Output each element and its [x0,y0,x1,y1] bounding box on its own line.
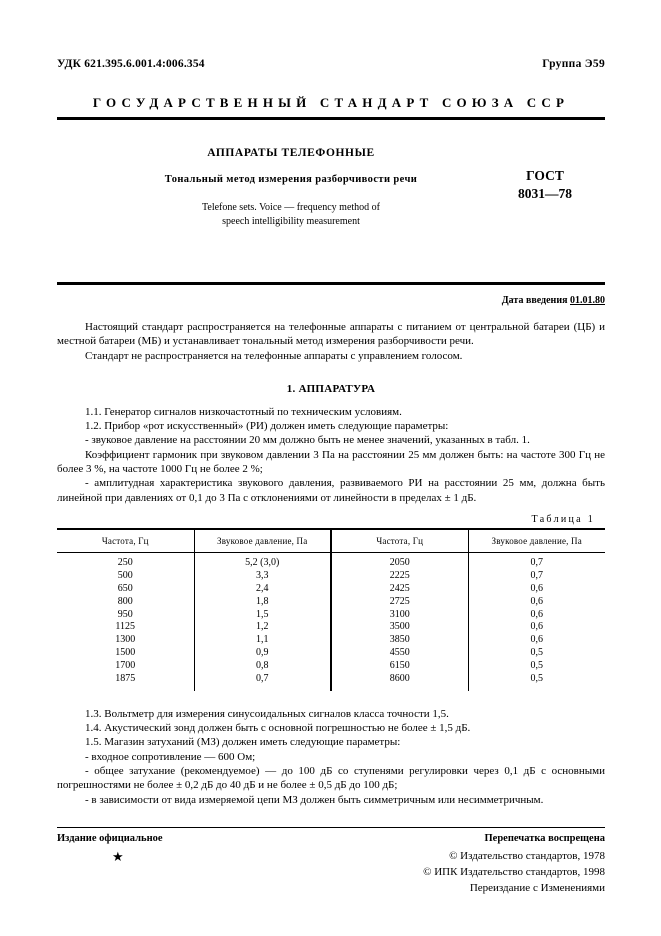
cell-pressure-1: 2,4 [194,583,331,596]
english-line-1: Telefone sets. Voice — frequency method of [201,202,381,213]
gost-number: 8031—78 [518,186,572,202]
sound-pressure-table [57,528,605,691]
cell-pressure-1: 1,2 [194,621,331,634]
cell-pressure-1: 1,5 [194,609,331,622]
title-block [57,147,605,247]
table-row [57,552,605,569]
clause-1-5-c: - в зависимости от вида измеряемой цепи МЗ должен быть симметричным или несимметричным. [85,793,544,806]
table-row [57,583,605,596]
cell-pressure-1: 0,9 [194,647,331,660]
col-header-frequency-2: Частота, Гц [331,529,468,553]
clause-1-2: 1.2. Прибор «рот искусственный» (РИ) должен иметь следующие параметры: [85,420,449,433]
cell-pressure-2: 0,7 [468,570,605,583]
table-caption: Таблица 1 [531,513,595,525]
footer-row [57,833,605,844]
cell-pressure-2: 0,6 [468,634,605,647]
cell-frequency-2: 3850 [331,634,468,647]
udk-code: УДК 621.395.6.001.4:006.354 [57,58,205,70]
cell-frequency-1: 1875 [115,672,136,684]
cell-frequency-1: 650 [117,582,133,594]
table-row [57,570,605,583]
cell-pressure-2: 0,6 [468,596,605,609]
cell-frequency-2: 3100 [331,609,468,622]
col-header-frequency-1: Частота, Гц [57,529,194,553]
cell-pressure-1: 0,8 [194,660,331,673]
cell-frequency-2: 2725 [331,596,468,609]
page-content [57,0,605,897]
cell-frequency-2: 6150 [331,660,468,673]
cell-frequency-1: 250 [117,556,133,568]
col-header-pressure-1: Звуковое давление, Па [194,529,331,553]
standard-band-title: ГОСУДАРСТВЕННЫЙ СТАНДАРТ СОЮЗА ССР [92,95,570,110]
cell-pressure-2: 0,6 [468,609,605,622]
cell-frequency-2: 2425 [331,583,468,596]
group-code: Группа Э59 [542,58,605,70]
cell-pressure-2: 0,5 [468,647,605,660]
cell-pressure-1: 3,3 [194,570,331,583]
cell-pressure-1: 1,1 [194,634,331,647]
intro-paragraph-2: Стандарт не распространяется на телефонные аппараты с управлением голосом. [85,349,463,362]
col-header-pressure-2: Звуковое давление, Па [468,529,605,553]
gost-label: ГОСТ [526,168,564,183]
cell-pressure-2: 0,5 [468,660,605,673]
separator-area [57,282,605,285]
table-row [57,621,605,634]
table-row [57,647,605,660]
cell-frequency-2: 3500 [331,621,468,634]
footer-reprint-prohibited: Перепечатка воспрещена [484,832,605,844]
cell-pressure-2: 0,6 [468,621,605,634]
copyright-block [57,849,605,897]
clause-1-4: 1.4. Акустический зонд должен быть с основной погрешностью не более ± 1,5 дБ. [85,722,471,735]
table-row [57,609,605,622]
clause-1-2-a: - звуковое давление на расстоянии 20 мм должно быть не менее значений, указанных в табл. 1. [85,434,530,447]
gost-number-block [490,167,600,203]
cell-frequency-2: 4550 [331,647,468,660]
cell-pressure-2: 0,6 [468,583,605,596]
table-wrapper [57,528,605,691]
clause-1-2-b: Коэффициент гармоник при звуковом давлении 3 Па на расстоянии 25 мм должен быть: на частоте 300 Гц не более 3 %, на частоте 1000 Гц не более 2 %; [57,448,605,476]
cell-frequency-1: 1500 [115,647,136,659]
copyright-line-2: © ИПК Издательство стандартов, 1998 [423,865,605,878]
table-row [57,634,605,647]
table-row [57,660,605,673]
cell-pressure-1: 5,2 (3,0) [194,552,331,569]
footer-rule [57,827,605,828]
cell-pressure-1: 0,7 [194,673,331,691]
clause-1-5-a: - входное сопротивление — 600 Ом; [85,750,256,763]
date-value: 01.01.80 [570,295,605,306]
document-header-row [57,58,605,70]
document-subtitle: Тональный метод измерения разборчивости речи [164,174,418,185]
clause-1-3: 1.3. Вольтметр для измерения синусоидальных сигналов класса точности 1,5. [85,707,449,720]
cell-frequency-1: 800 [117,595,133,607]
table-head [57,529,605,553]
table-header-row [57,529,605,553]
clause-1-2-c: - амплитудная характеристика звукового давления, развиваемого РИ на расстоянии 25 мм, должна быть линейной при давлениях от 0,1 до 3 Па с отклонениями от линейности в пределах ± 1 дБ. [57,477,605,504]
copyright-line-3: Переиздание с Изменениями [469,881,605,894]
clause-1-5-b: - общее затухание (рекомендуемое) — до 100 дБ со ступенями регулировки через 0,1 дБ с основными погрешностями не более ± 0,2 дБ до 40 дБ и не более ± 0,5 дБ до 100 дБ; [57,765,605,792]
table-gap [57,691,605,707]
cell-frequency-1: 950 [117,608,133,620]
date-label: Дата введения [501,295,568,306]
table-row [57,596,605,609]
cell-frequency-1: 1700 [115,660,136,672]
star-icon: ★ [112,848,124,864]
table-row [57,673,605,691]
table-body [57,552,605,690]
cell-frequency-1: 1300 [115,634,136,646]
cell-pressure-2: 0,7 [468,552,605,569]
cell-frequency-2: 8600 [331,673,468,691]
date-of-introduction [57,295,605,306]
section-1-title: 1. АППАРАТУРА [286,382,376,395]
clause-1-1: 1.1. Генератор сигналов низкочастотный по техническим условиям. [85,405,402,418]
cell-frequency-1: 1125 [115,621,136,633]
english-line-2: speech intelligibility measurement [222,215,360,227]
cell-frequency-2: 2050 [331,552,468,569]
clause-1-5: 1.5. Магазин затуханий (МЗ) должен иметь следующие параметры: [85,736,401,749]
document-title: АППАРАТЫ ТЕЛЕФОННЫЕ [207,147,375,159]
band-rule-bottom [57,282,605,285]
band-rule-top [57,117,605,120]
cell-pressure-1: 1,8 [194,596,331,609]
cell-pressure-2: 0,5 [468,673,605,691]
intro-paragraph-1: Настоящий стандарт распространяется на телефонные аппараты с питанием от центральной батареи (ЦБ) и местной батареи (МБ) и устанавливает тональный метод измерения разборчивости речи. [57,321,605,348]
copyright-line-1: © Издательство стандартов, 1978 [449,849,605,862]
document-title-english [0,201,605,228]
cell-frequency-1: 500 [117,569,133,581]
footer-official-edition: Издание официальное [57,832,163,844]
cell-frequency-2: 2225 [331,570,468,583]
